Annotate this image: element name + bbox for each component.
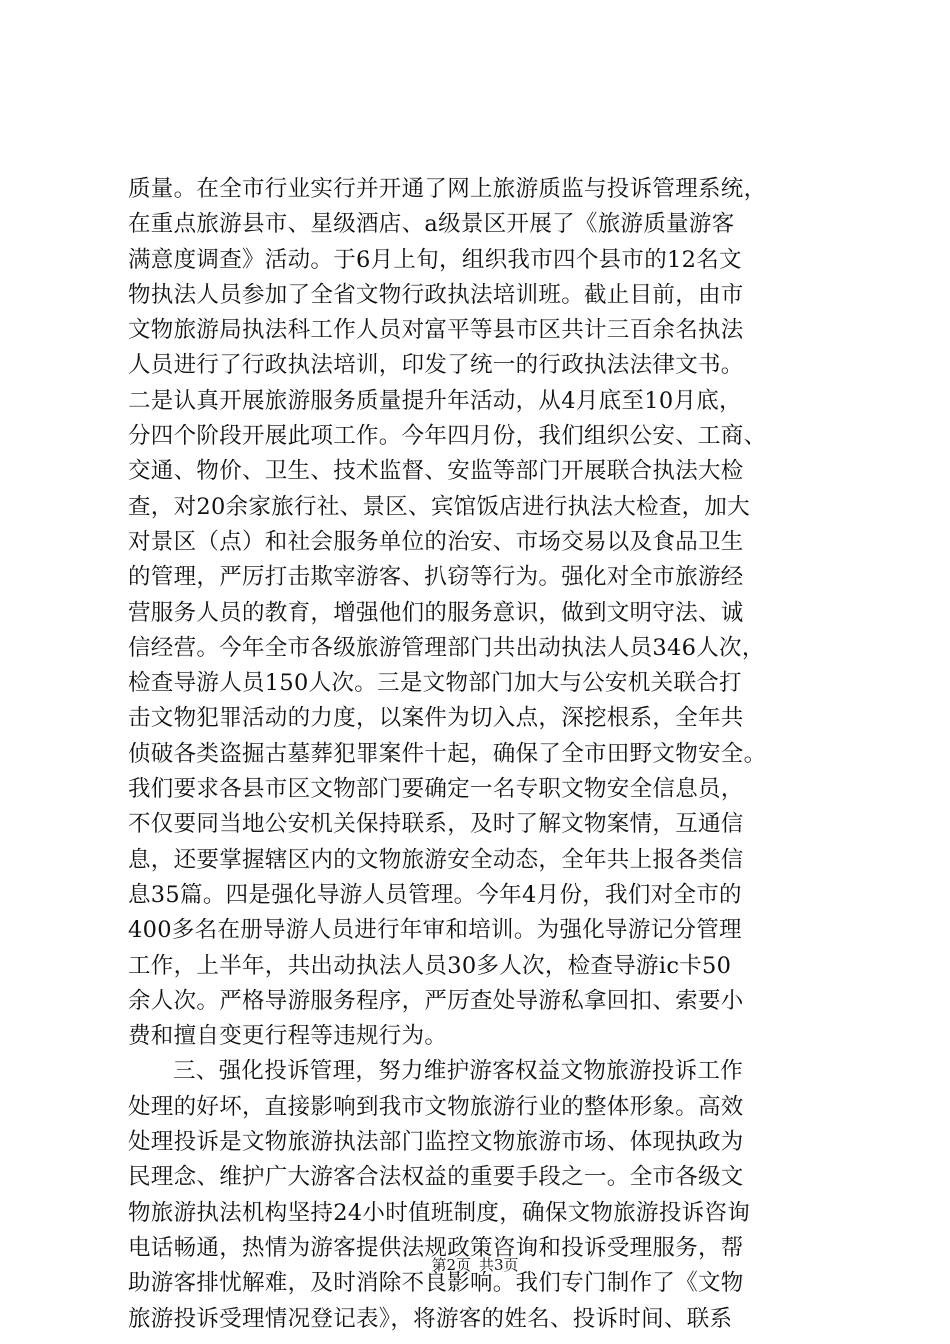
- text-line: 不仅要同当地公安机关保持联系，及时了解文物案情，互通信: [128, 811, 744, 838]
- text-line: 旅游投诉受理情况登记表》，将游客的姓名、投诉时间、联系: [128, 1305, 733, 1332]
- text-line: 息35篇。四是强化导游人员管理。今年4月份，我们对全市的: [128, 881, 742, 908]
- text-line: 息，还要掌握辖区内的文物旅游安全动态，全年共上报各类信: [128, 846, 744, 873]
- text-line: 查，对20余家旅行社、景区、宾馆饭店进行执法大检查，加大: [128, 493, 751, 520]
- text-line: 人员进行了行政执法培训，印发了统一的行政执法法律文书。: [128, 352, 744, 379]
- text-line: 分四个阶段开展此项工作。今年四月份，我们组织公安、工商、: [128, 423, 767, 450]
- text-line: 我们要求各县市区文物部门要确定一名专职文物安全信息员，: [128, 776, 744, 803]
- text-line: 交通、物价、卫生、技术监督、安监等部门开展联合执法大检: [128, 458, 744, 485]
- text-line: 处理的好坏，直接影响到我市文物旅游行业的整体形象。高效: [128, 1093, 744, 1120]
- text-line: 处理投诉是文物旅游执法部门监控文物旅游市场、体现执政为: [128, 1129, 744, 1156]
- text-line: 余人次。严格导游服务程序，严厉查处导游私拿回扣、索要小: [128, 987, 744, 1014]
- text-line: 二是认真开展旅游服务质量提升年活动，从4月底至10月底，: [128, 387, 742, 414]
- text-line: 物执法人员参加了全省文物行政执法培训班。截止目前，由市: [128, 281, 744, 308]
- text-line: 的管理，严厉打击欺宰游客、扒窃等行为。强化对全市旅游经: [128, 564, 744, 591]
- text-line: 物旅游执法机构坚持24小时值班制度，确保文物旅游投诉咨询: [128, 1199, 751, 1226]
- text-line: 击文物犯罪活动的力度，以案件为切入点，深挖根系，全年共: [128, 705, 744, 732]
- text-line: 民理念、维护广大游客合法权益的重要手段之一。全市各级文: [128, 1164, 744, 1191]
- text-line: 400多名在册导游人员进行年审和培训。为强化导游记分管理: [128, 917, 742, 944]
- text-line: 电话畅通，热情为游客提供法规政策咨询和投诉受理服务，帮: [128, 1234, 744, 1261]
- document-body: [128, 172, 828, 1337]
- text-line: 助游客排忧解难，及时消除不良影响。我们专门制作了《文物: [128, 1270, 744, 1297]
- text-line: 满意度调查》活动。于6月上旬，组织我市四个县市的12名文: [128, 246, 742, 273]
- text-line: 侦破各类盗掘古墓葬犯罪案件十起，确保了全市田野文物安全。: [128, 740, 767, 767]
- text-line: 信经营。今年全市各级旅游管理部门共出动执法人员346人次，: [128, 634, 765, 661]
- text-line: 工作，上半年，共出动执法人员30多人次，检查导游ic卡50: [128, 952, 732, 979]
- text-line: 文物旅游局执法科工作人员对富平等县市区共计三百余名执法: [128, 317, 744, 344]
- text-line: 对景区（点）和社会服务单位的治安、市场交易以及食品卫生: [128, 528, 744, 555]
- page-footer: [0, 1255, 950, 1275]
- section-heading-line: 三、强化投诉管理，努力维护游客权益文物旅游投诉工作: [173, 1058, 744, 1085]
- text-line: 在重点旅游县市、星级酒店、a级景区开展了《旅游质量游客: [128, 211, 735, 238]
- text-line: 营服务人员的教育，增强他们的服务意识，做到文明守法、诚: [128, 599, 744, 626]
- text-line: 费和擅自变更行程等违规行为。: [128, 1023, 448, 1050]
- text-line: 质量。在全市行业实行并开通了网上旅游质监与投诉管理系统，: [128, 176, 767, 202]
- page-number: 第2页: [431, 1256, 471, 1274]
- page-total: 共3页: [479, 1256, 519, 1274]
- text-line: 检查导游人员150人次。三是文物部门加大与公安机关联合打: [128, 670, 742, 697]
